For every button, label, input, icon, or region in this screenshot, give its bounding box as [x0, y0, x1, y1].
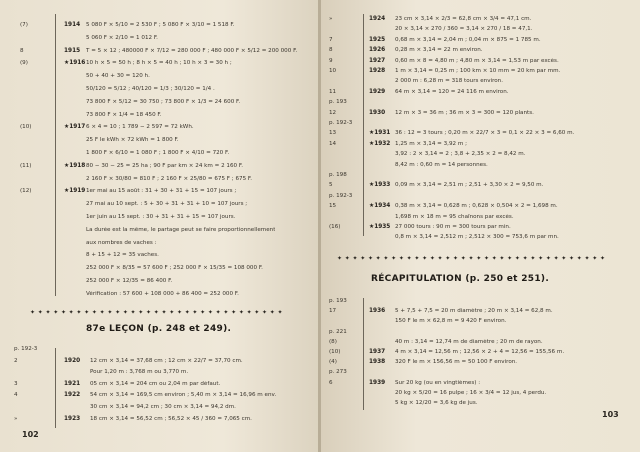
- problem-number: 1930: [369, 109, 386, 116]
- solution-line: 8 + 15 + 12 = 35 vaches.: [86, 252, 159, 259]
- solution-line: 0,68 m × 3,14 = 2,04 m ; 0,04 m × 875 = 1 785 m.: [395, 36, 541, 43]
- solution-line: 27 000 tours : 90 m = 300 tours par min.: [395, 224, 511, 230]
- left-page: [0, 0, 319, 452]
- solution-line: 25 F le kWh × 72 kWh = 1 800 F.: [86, 137, 179, 144]
- right-column-rule: [363, 14, 364, 236]
- problem-number: 1929: [369, 88, 386, 95]
- solution-line: 5 + 7,5 + 7,5 = 20 m diamètre ; 20 m × 3,14 = 62,8 m.: [395, 308, 553, 315]
- problem-number: 1925: [369, 36, 386, 43]
- right-column-rule-bottom: [363, 298, 364, 410]
- solution-line: 1er mai au 15 août : 31 + 30 + 31 + 15 = 107 jours ;: [86, 188, 237, 195]
- problem-page-ref: 13: [329, 130, 337, 137]
- problem-page-ref: 9: [329, 57, 333, 64]
- solution-line: 36 : 12 = 3 tours ; 0,20 m × 22/7 × 3 = 0,1 × 22 × 3 = 6,60 m.: [395, 130, 575, 137]
- problem-number: 1914: [64, 22, 81, 28]
- solution-line: 6 × 4 = 10 ; 1 789 − 2 597 = 72 kWh.: [86, 124, 194, 131]
- problem-page-ref: 10: [329, 68, 337, 74]
- problem-page-ref: p. 193: [329, 298, 347, 304]
- problem-page-ref: (8): [329, 338, 337, 345]
- problem-page-ref: p. 192-3: [329, 192, 353, 199]
- problem-number: ★1918: [64, 162, 86, 169]
- solution-line: 0,38 m × 3,14 = 0,628 m ; 0,628 × 0,504 × 2 = 1,698 m.: [395, 203, 558, 210]
- solution-line: Vérification : 57 600 + 108 000 + 86 400 = 252 000 F.: [86, 290, 239, 297]
- problem-page-ref: 7: [329, 36, 333, 43]
- solution-line: 23 cm × 3,14 × 2/3 = 62,8 cm × 3/4 = 47,1 cm.: [395, 16, 532, 22]
- solution-line: 5 kg × 12/20 = 3,6 kg de jus.: [395, 400, 478, 406]
- left-column-rule: [55, 14, 56, 296]
- problem-number: 1937: [369, 349, 386, 355]
- solution-line: 252 000 F × 12/35 = 86 400 F.: [86, 278, 173, 284]
- problem-number: 1939: [369, 379, 386, 386]
- problem-page-ref: 17: [329, 308, 337, 315]
- problem-page-ref: (4): [329, 359, 337, 366]
- left-column-rule-bottom: [55, 348, 56, 428]
- solution-line: Pour 1,20 m : 3,768 m ou 3,770 m.: [90, 369, 189, 376]
- solution-line: 73 800 F × 5/12 = 30 750 ; 73 800 F × 1/3 = 24 600 F.: [86, 98, 241, 105]
- solution-line: 64 m × 3,14 = 120 = 24 116 m environ.: [395, 88, 509, 95]
- problem-number: ★1935: [369, 224, 391, 230]
- problem-page-ref: 2: [14, 357, 18, 364]
- problem-page-ref: p. 273: [329, 369, 347, 376]
- solution-line: 10 h × 5 = 50 h ; 8 h × 5 = 40 h ; 10 h × 3 = 30 h ;: [86, 60, 232, 67]
- problem-page-ref: 4: [14, 392, 18, 399]
- solution-line: 2 160 F × 30/80 = 810 F ; 2 160 F × 25/80 = 675 F ; 675 F.: [86, 175, 253, 182]
- solution-line: 5 080 F × 5/10 = 2 530 F ; 5 080 F × 3/10 = 1 518 F.: [86, 22, 235, 28]
- problem-page-ref: 14: [329, 140, 337, 147]
- solution-line: 73 800 F × 1/4 = 18 450 F.: [86, 111, 162, 118]
- solution-line: 20 × 3,14 × 270 / 360 = 3,14 × 270 / 18 = 47,1.: [395, 26, 533, 33]
- solution-line: 12 cm × 3,14 = 37,68 cm ; 12 cm × 22/7 = 37,70 cm.: [90, 357, 243, 364]
- solution-line: 1 m × 3,14 = 0,25 m ; 100 km × 10 mm = 20 km par mm.: [395, 68, 561, 74]
- solution-line: 18 cm × 3,14 = 56,52 cm ; 56,52 × 45 / 360 = 7,065 cm.: [90, 415, 252, 422]
- problem-number: ★1916: [64, 60, 86, 67]
- problem-page-ref: p. 192-3: [14, 346, 38, 352]
- problem-page-ref: »: [14, 415, 18, 422]
- problem-page-ref: 12: [329, 109, 337, 116]
- problem-page-ref: »: [329, 16, 333, 22]
- problem-page-ref: p. 192-3: [329, 120, 353, 126]
- problem-page-ref: (12): [20, 188, 32, 195]
- problem-page-ref: (11): [20, 162, 32, 169]
- solution-line: 2 000 m : 6,28 m = 318 tours environ.: [395, 78, 503, 85]
- problem-number: 1921: [64, 380, 81, 387]
- problem-page-ref: (9): [20, 60, 28, 67]
- problem-number: 1924: [369, 16, 386, 22]
- problem-page-ref: 8: [329, 47, 333, 54]
- problem-page-ref: p. 198: [329, 172, 347, 178]
- page-number-right: 103: [602, 410, 619, 419]
- solution-line: 150 F le m × 62,8 m = 9 420 F environ.: [395, 318, 507, 325]
- problem-page-ref: (10): [20, 124, 32, 131]
- problem-number: 1922: [64, 392, 81, 399]
- problem-number: ★1919: [64, 188, 86, 195]
- solution-line: 40 m : 3,14 = 12,74 m de diamètre ; 20 m de rayon.: [395, 338, 543, 345]
- solution-line: 1,25 m × 3,14 = 3,92 m ;: [395, 140, 467, 147]
- solution-line: 12 m × 3 = 36 m ; 36 m × 3 = 300 = 120 plants.: [395, 109, 534, 116]
- solution-line: 0,8 m × 3,14 = 2,512 m ; 2,512 × 300 = 753,6 m par mn.: [395, 234, 559, 241]
- problem-number: 1938: [369, 359, 386, 366]
- section-divider: ✦ ✦ ✦ ✦ ✦ ✦ ✦ ✦ ✦ ✦ ✦ ✦ ✦ ✦ ✦ ✦ ✦ ✦ ✦ ✦ ✦ ✦ ✦ ✦ ✦ ✦ ✦ ✦ ✦ ✦ ✦ ✦ ✦: [30, 310, 283, 316]
- problem-number: ★1931: [369, 130, 391, 137]
- solution-line: 50 + 40 + 30 = 120 h.: [86, 73, 150, 80]
- section-divider-right: ✦ ✦ ✦ ✦ ✦ ✦ ✦ ✦ ✦ ✦ ✦ ✦ ✦ ✦ ✦ ✦ ✦ ✦ ✦ ✦ ✦ ✦ ✦ ✦ ✦ ✦ ✦ ✦ ✦ ✦ ✦ ✦ ✦ ✦ ✦: [337, 256, 606, 262]
- solution-line: 05 cm × 3,14 = 204 cm ou 2,04 m par défaut.: [90, 380, 221, 387]
- problem-page-ref: (16): [329, 224, 341, 230]
- solution-line: La durée est la même, le partage peut se faire proportionnellement: [86, 226, 276, 233]
- problem-number: ★1932: [369, 140, 391, 147]
- problem-number: 1928: [369, 68, 386, 74]
- solution-line: 1er juin au 15 sept. : 30 + 31 + 31 + 15 = 107 jours.: [86, 214, 236, 220]
- solution-line: 1 800 F × 6/10 = 1 080 F ; 1 800 F × 4/10 = 720 F.: [86, 150, 230, 156]
- lesson-title: 87e LEÇON (p. 248 et 249).: [86, 324, 232, 334]
- solution-line: 8,42 m : 0,60 m = 14 personnes.: [395, 161, 488, 168]
- solution-line: aux nombres de vaches :: [86, 239, 157, 246]
- solution-line: 5 060 F × 2/10 = 1 012 F.: [86, 34, 158, 41]
- solution-line: T = 5 × 12 ; 480000 F × 7/12 = 280 000 F ; 480 000 F × 5/12 = 200 000 F.: [86, 47, 298, 54]
- problem-page-ref: (10): [329, 349, 341, 355]
- problem-number: 1923: [64, 415, 81, 422]
- solution-line: 1,698 m × 18 m = 95 chaînons par excès.: [395, 213, 514, 220]
- solution-line: 3,92 : 2 × 3,14 = 2 ; 3,8 + 2,35 × 2 = 8,42 m.: [395, 151, 526, 158]
- problem-number: 1926: [369, 47, 386, 54]
- problem-page-ref: 5: [329, 182, 333, 189]
- solution-line: Sur 20 kg (ou en vingtièmes) :: [395, 379, 481, 386]
- problem-number: 1936: [369, 308, 386, 315]
- problem-page-ref: 11: [329, 88, 337, 95]
- page-number-left: 102: [22, 430, 39, 439]
- problem-page-ref: 3: [14, 380, 18, 387]
- solution-line: 0,60 m × 8 = 4,80 m ; 4,80 m × 3,14 = 1,53 m par excès.: [395, 57, 559, 64]
- problem-page-ref: p. 193: [329, 99, 347, 106]
- right-page: [321, 0, 640, 452]
- solution-line: 80 − 30 − 25 = 25 ha ; 90 F par km × 24 km = 2 160 F.: [86, 162, 243, 169]
- solution-line: 30 cm × 3,14 = 94,2 cm ; 30 cm × 3,14 = 94,2 dm.: [90, 404, 236, 410]
- solution-line: 27 mai au 10 sept. : 5 + 30 + 31 + 31 + 10 = 107 jours ;: [86, 201, 248, 208]
- problem-number: ★1933: [369, 182, 391, 189]
- solution-line: 320 F le m × 156,56 m = 50 100 F environ.: [395, 359, 518, 366]
- solution-line: 4 m × 3,14 = 12,56 m ; 12,56 × 2 + 4 = 12,56 = 155,56 m.: [395, 349, 565, 355]
- solution-line: 0,09 m × 3,14 = 2,51 m ; 2,51 + 3,30 × 2 = 9,50 m.: [395, 182, 544, 189]
- solution-line: 54 cm × 3,14 = 169,5 cm environ ; 5,40 m × 3,14 = 16,96 m env.: [90, 392, 277, 399]
- problem-number: ★1917: [64, 124, 86, 131]
- problem-page-ref: 8: [20, 47, 24, 54]
- problem-number: 1927: [369, 57, 386, 64]
- problem-page-ref: 15: [329, 203, 337, 210]
- problem-number: 1920: [64, 357, 81, 364]
- problem-number: 1915: [64, 47, 81, 54]
- problem-page-ref: p. 221: [329, 328, 347, 335]
- solution-line: 50/120 = 5/12 ; 40/120 = 1/3 ; 30/120 = 1/4 .: [86, 86, 215, 92]
- solution-line: 252 000 F × 8/35 = 57 600 F ; 252 000 F × 15/35 = 108 000 F.: [86, 265, 263, 272]
- problem-number: ★1934: [369, 203, 391, 210]
- solution-line: 20 kg × 5/20 = 16 pulpe ; 16 × 3/4 = 12 jus, 4 perdu.: [395, 389, 547, 396]
- problem-page-ref: 6: [329, 379, 333, 386]
- problem-page-ref: (7): [20, 22, 28, 28]
- recap-title: RÉCAPITULATION (p. 250 et 251).: [371, 274, 550, 284]
- solution-line: 0,28 m × 3,14 = 22 m environ.: [395, 47, 483, 54]
